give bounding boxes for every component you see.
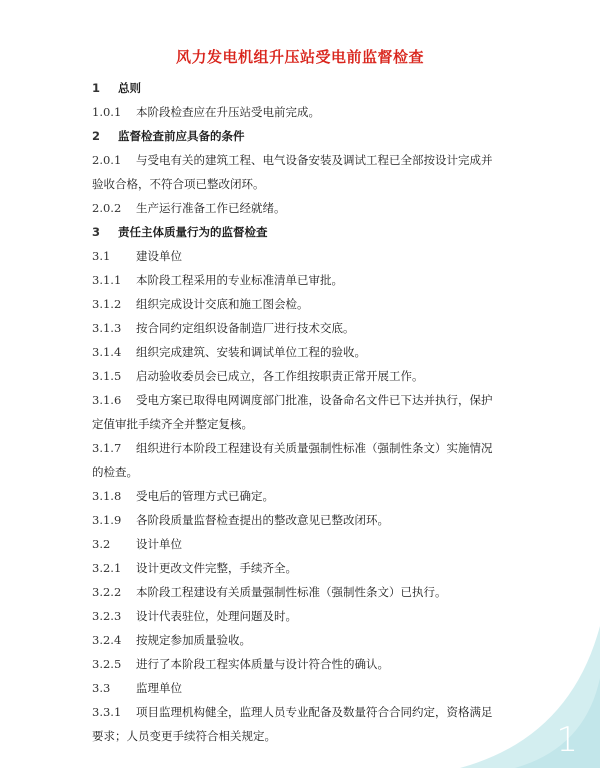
clause-text: 组织完成设计交底和施工图会检。 xyxy=(136,297,309,311)
clause-line xyxy=(92,316,532,340)
clause-number: 3.2.4 xyxy=(92,633,122,647)
subsection-heading xyxy=(92,244,532,268)
clause-number: 3.1 xyxy=(92,249,111,263)
clause-line xyxy=(92,268,532,292)
clause-number: 3.1.5 xyxy=(92,369,122,383)
clause-text: 监理单位 xyxy=(136,681,182,695)
clause-text: 组织进行本阶段工程建设有关质量强制性标准（强制性条文）实施情况 xyxy=(136,441,493,455)
clause-text: 各阶段质量监督检查提出的整改意见已整改闭环。 xyxy=(136,513,389,527)
clause-text: 要求；人员变更手续符合相关规定。 xyxy=(92,729,276,743)
clause-text: 本阶段检查应在升压站受电前完成。 xyxy=(136,105,320,119)
clause-text: 定值审批手续齐全并整定复核。 xyxy=(92,417,253,431)
clause-text: 本阶段工程建设有关质量强制性标准（强制性条文）已执行。 xyxy=(136,585,447,599)
clause-number: 3.2.5 xyxy=(92,657,122,671)
clause-number: 3.1.4 xyxy=(92,345,122,359)
clause-text: 设计代表驻位，处理问题及时。 xyxy=(136,609,297,623)
clause-line xyxy=(92,412,532,436)
clause-line xyxy=(92,508,532,532)
clause-line xyxy=(92,100,532,124)
clause-number: 3 xyxy=(92,225,101,239)
clause-text: 验收合格，不符合项已整改闭环。 xyxy=(92,177,265,191)
clause-line xyxy=(92,292,532,316)
clause-text: 按规定参加质量验收。 xyxy=(136,633,251,647)
clause-number: 3.1.2 xyxy=(92,297,122,311)
clause-text: 建设单位 xyxy=(136,249,182,263)
clause-text: 设计单位 xyxy=(136,537,182,551)
clause-text: 按合同约定组织设备制造厂进行技术交底。 xyxy=(136,321,355,335)
clause-number: 2 xyxy=(92,129,101,143)
clause-number: 3.2.3 xyxy=(92,609,122,623)
clause-number: 3.1.7 xyxy=(92,441,122,455)
clause-line xyxy=(92,388,532,412)
section-heading xyxy=(92,76,532,100)
clause-number: 2.0.1 xyxy=(92,153,122,167)
clause-number: 2.0.2 xyxy=(92,201,122,215)
clause-line xyxy=(92,364,532,388)
section-heading xyxy=(92,220,532,244)
clause-number: 1 xyxy=(92,81,101,95)
clause-line xyxy=(92,340,532,364)
document-title: 风力发电机组升压站受电前监督检查 xyxy=(175,48,424,66)
section-heading xyxy=(92,124,532,148)
clause-line xyxy=(92,172,532,196)
clause-text: 总则 xyxy=(118,81,141,95)
clause-line xyxy=(92,436,532,460)
clause-text: 与受电有关的建筑工程、电气设备安装及调试工程已全部按设计完成并 xyxy=(136,153,493,167)
clause-text: 生产运行准备工作已经就绪。 xyxy=(136,201,286,215)
clause-text: 启动验收委员会已成立，各工作组按职责正常开展工作。 xyxy=(136,369,424,383)
clause-line xyxy=(92,196,532,220)
clause-text: 受电方案已取得电网调度部门批准，设备命名文件已下达并执行，保护 xyxy=(136,393,493,407)
clause-number: 3.2.2 xyxy=(92,585,122,599)
clause-number: 3.1.9 xyxy=(92,513,122,527)
clause-number: 3.3.1 xyxy=(92,705,122,719)
clause-text: 责任主体质量行为的监督检查 xyxy=(118,225,268,239)
clause-text: 项目监理机构健全，监理人员专业配备及数量符合合同约定，资格满足 xyxy=(136,705,493,719)
clause-line xyxy=(92,148,532,172)
page-number: 1 xyxy=(556,720,578,760)
subsection-heading xyxy=(92,532,532,556)
clause-number: 3.1.6 xyxy=(92,393,122,407)
clause-text: 的检查。 xyxy=(92,465,138,479)
clause-text: 受电后的管理方式已确定。 xyxy=(136,489,274,503)
clause-text: 监督检查前应具备的条件 xyxy=(118,129,245,143)
clause-text: 本阶段工程采用的专业标准清单已审批。 xyxy=(136,273,343,287)
clause-number: 3.1.3 xyxy=(92,321,122,335)
clause-line xyxy=(92,460,532,484)
clause-text: 进行了本阶段工程实体质量与设计符合性的确认。 xyxy=(136,657,389,671)
clause-number: 3.1.8 xyxy=(92,489,122,503)
clause-number: 3.3 xyxy=(92,681,111,695)
clause-number: 3.2 xyxy=(92,537,111,551)
clause-number: 3.1.1 xyxy=(92,273,122,287)
clause-number: 3.2.1 xyxy=(92,561,122,575)
clause-number: 1.0.1 xyxy=(92,105,122,119)
clause-text: 设计更改文件完整，手续齐全。 xyxy=(136,561,297,575)
clause-text: 组织完成建筑、安装和调试单位工程的验收。 xyxy=(136,345,366,359)
clause-line xyxy=(92,556,532,580)
clause-line xyxy=(92,484,532,508)
